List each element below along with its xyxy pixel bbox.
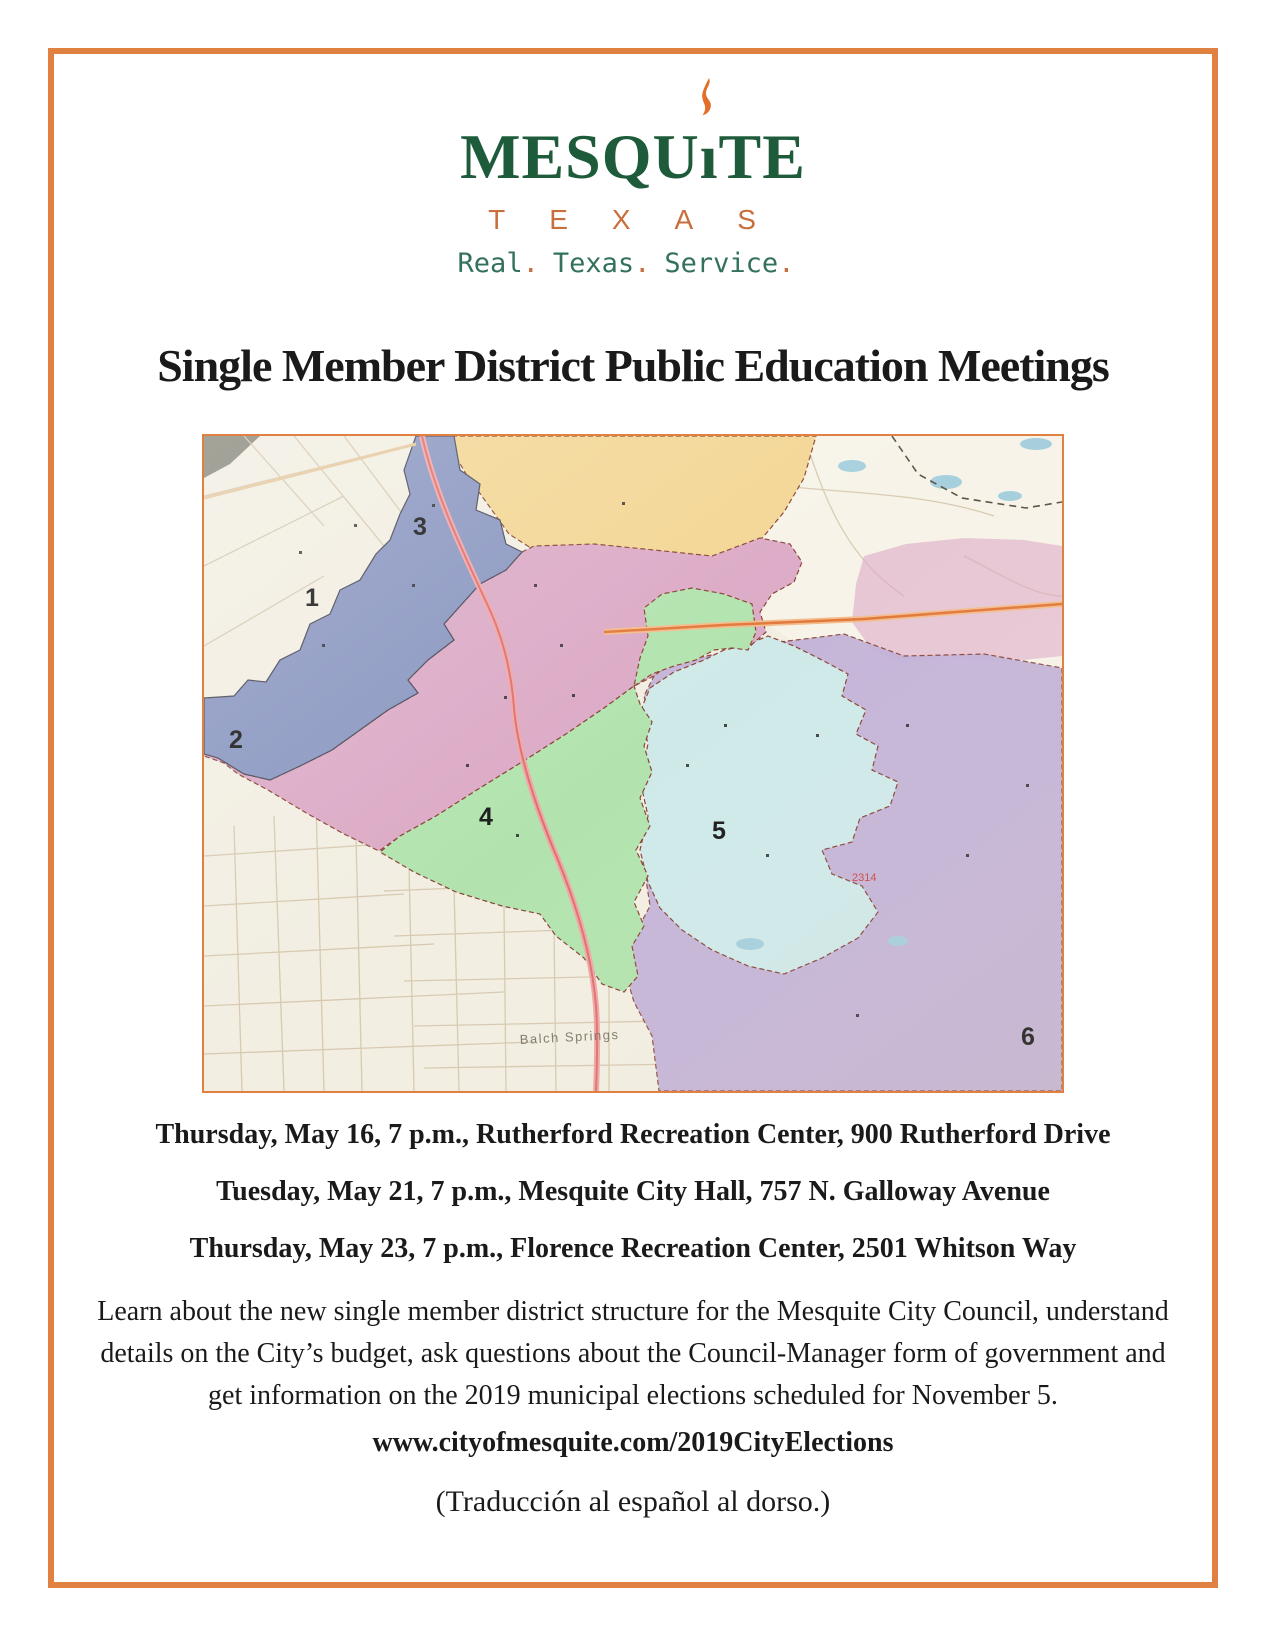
logo-wordmark-pre: MESQU (460, 121, 700, 192)
logo-wordmark-post: TE (718, 121, 806, 192)
website-url: www.cityofmesquite.com/2019CityElections (372, 1426, 894, 1458)
description-text: Learn about the new single member district structure for the Mesquite City Council, understand details on the City’s budget, ask questions about the Council-Manager form of government and get information on the 2019 municipal elections scheduled for November 5. (97, 1295, 1169, 1411)
meeting-line-3: Thursday, May 23, 7 p.m., Florence Recreation Center, 2501 Whitson Way (189, 1233, 1077, 1265)
translation-note: (Traducción al español al dorso.) (435, 1484, 831, 1518)
district-map-image (204, 436, 1062, 1091)
logo-wordmark (460, 122, 806, 192)
meeting-list (54, 1119, 1212, 1266)
logo-texas: TEXAS (488, 204, 800, 236)
meeting-line-2: Tuesday, May 21, 7 p.m., Mesquite City Hall, 757 N. Galloway Avenue (216, 1176, 1050, 1208)
page-border (48, 48, 1218, 1588)
photo-tint-overlay (204, 436, 1062, 1091)
logo-tagline: Real. Texas. Service. (457, 248, 795, 280)
flame-icon (697, 76, 721, 124)
logo-wordmark-i: ı (700, 122, 719, 192)
page-title: Single Member District Public Education Meetings (157, 340, 1109, 392)
district-map (202, 434, 1064, 1093)
meeting-line-1: Thursday, May 16, 7 p.m., Rutherford Recreation Center, 900 Rutherford Drive (155, 1118, 1111, 1150)
city-logo (54, 122, 1212, 279)
